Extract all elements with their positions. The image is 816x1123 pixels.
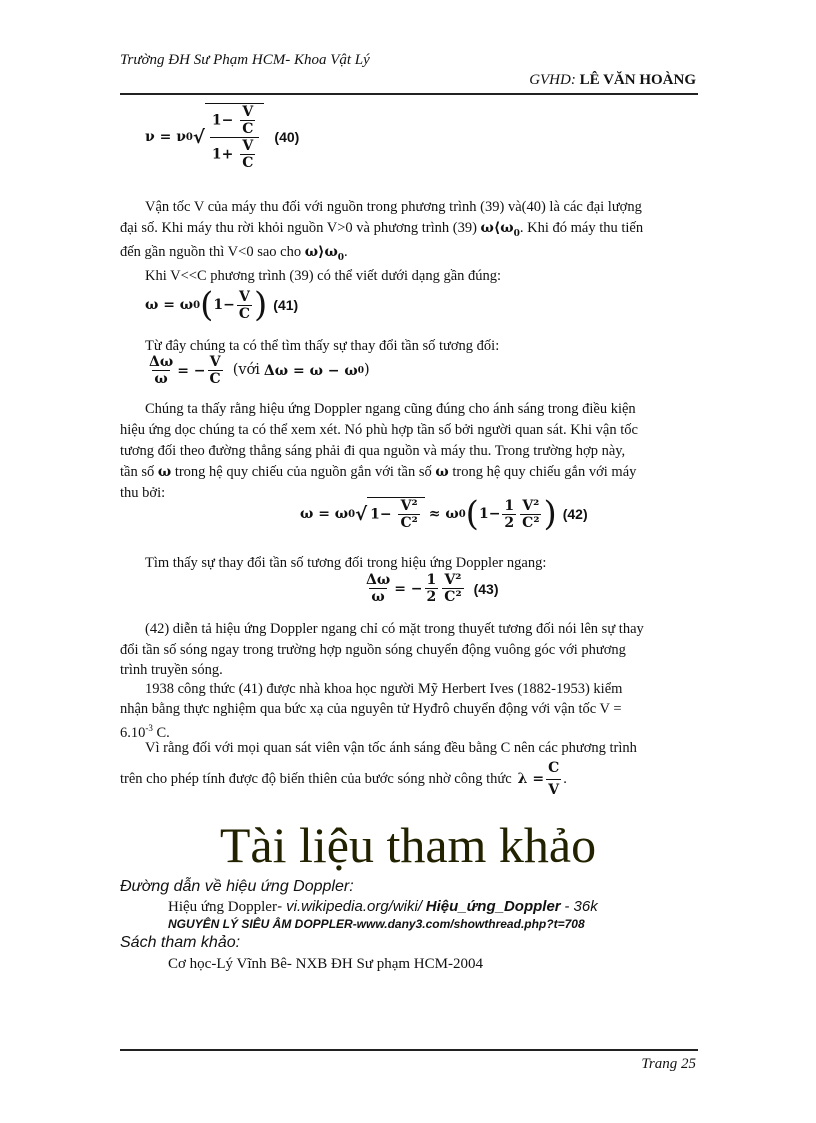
header-school: Trường ĐH Sư Phạm HCM- Khoa Vật Lý [120,52,370,68]
eq42-v2-2: V² [522,497,540,514]
para7-line2: nhận bằng thực nghiệm qua bức xạ của nguyên tử Hyđrô chuyển động với vận tốc V = [120,701,622,717]
reference-link-wikipedia[interactable] [168,898,598,916]
rel-delta-sub: 0 [357,365,364,376]
para7-l3sup: -3 [145,723,153,733]
eq40-c: C [242,121,254,137]
para4-l4c: trong hệ quy chiếu gắn với máy [452,464,637,480]
para4-l4b: trong hệ quy chiếu của nguồn gắn với tần số [174,464,432,480]
eq40-sub: 0 [185,131,193,143]
eq42-radicand [367,497,425,531]
eq42-one-2: 1 [478,506,489,522]
para4-line4 [120,462,636,483]
para4-line3: tương đối theo đường thẳng sáng phải đi qua nguồn và máy thu. Trong trường hợp này, [120,443,626,459]
eq40-radicand [205,103,265,171]
paren-right-2: ) [543,494,557,534]
eq43-half [425,572,439,605]
eq42-frac [398,498,419,531]
eq41-sub: 0 [193,299,201,311]
footer-rule [120,1049,698,1051]
rel-with: (với [232,362,260,378]
omega-less-text: ω⟨ω [480,220,514,236]
para6-line2: đổi tần số sóng ngay trong trường hợp nguồn sóng chuyển động vuông góc với phương [120,642,626,658]
rel-eq: = − [177,362,206,379]
ref1-c: Hiệu_ứng_Doppler [425,898,561,915]
reference-book: Cơ học-Lý Vĩnh Bê- NXB ĐH Sư phạm HCM-2004 [168,956,483,972]
eq43-c2: C² [444,589,462,605]
rel-num: Δω [149,354,174,370]
omega-greater-sub: 0 [337,252,345,263]
eq42-half [502,498,516,531]
eq42-approx-sub: 0 [458,508,466,520]
eq40-one: 1 [211,112,222,129]
eq41-lhs: ω = ω [145,297,194,313]
header-supervisor [529,72,696,89]
eq41-frac [237,289,252,322]
eq42-minus-2: − [488,506,501,522]
para1-line2 [120,218,643,245]
para6-line3: trình truyền sóng. [120,662,223,678]
references-heading-links: Đường dẫn về hiệu ứng Doppler: [120,878,354,895]
para1-line3-a: đến gần nguồn thì V<0 sao cho [120,244,302,260]
ref1-d: - 36k [564,898,598,915]
eq40-numer [210,104,260,137]
eq43-vc [442,572,463,605]
ref1-a: Hiệu ứng Doppler [168,899,277,915]
rel-close: ) [364,362,370,378]
para6-line1: (42) diễn tả hiệu ứng Doppler ngang chỉ có mặt trong thuyết tương đối nói lên sự thay [145,621,644,637]
sqrt-symbol: √ [192,126,205,148]
reference-link-dany3[interactable]: NGUYÊN LÝ SIÊU ÂM DOPPLER-www.dany3.com/showthread.php?t=708 [168,917,585,931]
eq43-v2: V² [444,572,462,588]
para4-l4a: tần số [120,464,155,480]
eq40-c-2: C [242,155,254,171]
rel-delta: Δω = ω − ω [263,362,358,379]
eq42-half-d: 2 [504,514,515,531]
para4-line1: Chúng ta thấy rằng hiệu ứng Doppler ngang cũng đúng cho ánh sáng trong điều kiện [145,401,636,417]
para8-l2: trên cho phép tính được độ biến thiên của bước sóng nhờ công thức [120,771,512,787]
rel-den: ω [154,371,168,387]
eq43-den: ω [371,589,385,605]
eq40-v: V [242,104,254,120]
lambda-eq: λ = [517,771,545,787]
para1-line2-a: đại số. Khi máy thu rời khỏi nguồn V>0 và phương trình (39) [120,220,477,236]
paren-right: ) [254,285,268,325]
eq40-vc-top [240,104,255,137]
rel-c: C [209,371,221,387]
equation-relative [145,354,370,387]
para4-line2: hiệu ứng dọc chúng ta có thể xem xét. Nó phù hợp tần số bởi người quan sát. Khi vận tốc [120,422,638,438]
rel-frac [147,354,175,387]
lambda-c: C [548,760,560,776]
para7-line1: 1938 công thức (41) được nhà khoa học người Mỹ Herbert Ives (1882-1953) kiểm [145,681,623,697]
omega-greater [304,244,345,263]
para4-line5: thu bởi: [120,485,166,501]
references-title: Tài liệu tham khảo [219,817,597,873]
eq40-label: (40) [274,129,300,145]
eq42-approx: ≈ ω [428,506,459,522]
para5: Tìm thấy sự thay đổi tần số tương đối trong hiệu ứng Doppler ngang: [145,555,547,571]
eq43-half-d: 2 [426,589,437,605]
para8-end: . [563,771,567,787]
para8-line2 [120,758,567,801]
para1-line1: Vận tốc V của máy thu đối với nguồn trong phương trình (39) và(40) là các đại lượng [145,199,642,215]
para7-l3a: 6.10 [120,724,146,741]
equation-43 [362,572,498,605]
supervisor-label: GVHD: [529,72,576,88]
equation-41 [145,285,299,325]
eq42-one: 1 [370,506,380,523]
eq41-v: V [239,288,250,305]
omega-greater-text: ω⟩ω [304,244,338,260]
omega-less-sub: 0 [513,228,520,239]
eq43-num: Δω [366,572,391,588]
lambda-frac [546,758,561,801]
eq43-label: (43) [473,580,499,597]
eq42-half-n: 1 [504,497,515,514]
eq42-label: (42) [562,506,588,522]
eq40-vc-bottom [240,138,255,171]
eq40-one-2: 1 [211,146,222,163]
rel-v: V [209,354,221,370]
omega-symbol-2: ω [435,464,449,480]
equation-42 [300,494,588,534]
para1-line3: đến gần nguồn thì V<0 sao cho $\omega⟩\omega_0$. [120,244,348,263]
eq42-sub: 0 [348,508,356,520]
page-number: Trang 25 [641,1056,696,1072]
para8-line1: Vì rằng đối với mọi quan sát viên vận tốc ánh sáng đều bằng C nên các phương trình [145,740,637,756]
references-heading-books: Sách tham khảo: [120,934,241,951]
omega-less [480,220,520,239]
para2: Khi V<<C phương trình (39) có thể viết dưới dạng gần đúng: [145,268,502,284]
eq42-v2: V² [400,498,418,514]
eq40-plus: + [221,146,234,163]
eq43-half-n: 1 [426,572,437,588]
eq43-eq: = − [394,580,423,597]
eq40-outer-frac [210,104,260,171]
eq42-frac-2 [520,498,541,531]
eq40-v-2: V [242,138,254,154]
eq40-lhs: ν = ν [145,129,186,145]
paren-left: ( [200,285,214,325]
eq42-c2: C² [400,515,418,531]
eq42-minus: − [379,506,392,523]
sqrt-symbol-2: √ [355,503,368,525]
eq41-c: C [238,305,251,322]
eq41-minus: − [223,297,235,313]
equation-40 [145,103,299,171]
eq40-minus: − [221,112,234,129]
eq43-frac [364,572,392,605]
header-rule [120,93,698,95]
ref1-b: - vi.wikipedia.org/wiki/ [276,898,422,915]
eq42-lhs: ω = ω [300,506,349,522]
lambda-v: V [546,779,561,801]
paren-left-2: ( [465,494,479,534]
eq42-c2-2: C² [522,514,540,531]
omega-symbol: ω [157,464,172,480]
para1-line2-b: . Khi đó máy thu tiến [519,220,644,236]
eq40-denom [210,137,260,171]
rel-vc [208,354,223,387]
eq41-label: (41) [273,297,299,313]
para3: Từ đây chúng ta có thể tìm thấy sự thay đổi tần số tương đối: [145,338,500,354]
supervisor-name: LÊ VĂN HOÀNG [579,72,696,88]
eq41-one: 1 [213,297,224,313]
para7-l3b: C. [156,724,170,741]
